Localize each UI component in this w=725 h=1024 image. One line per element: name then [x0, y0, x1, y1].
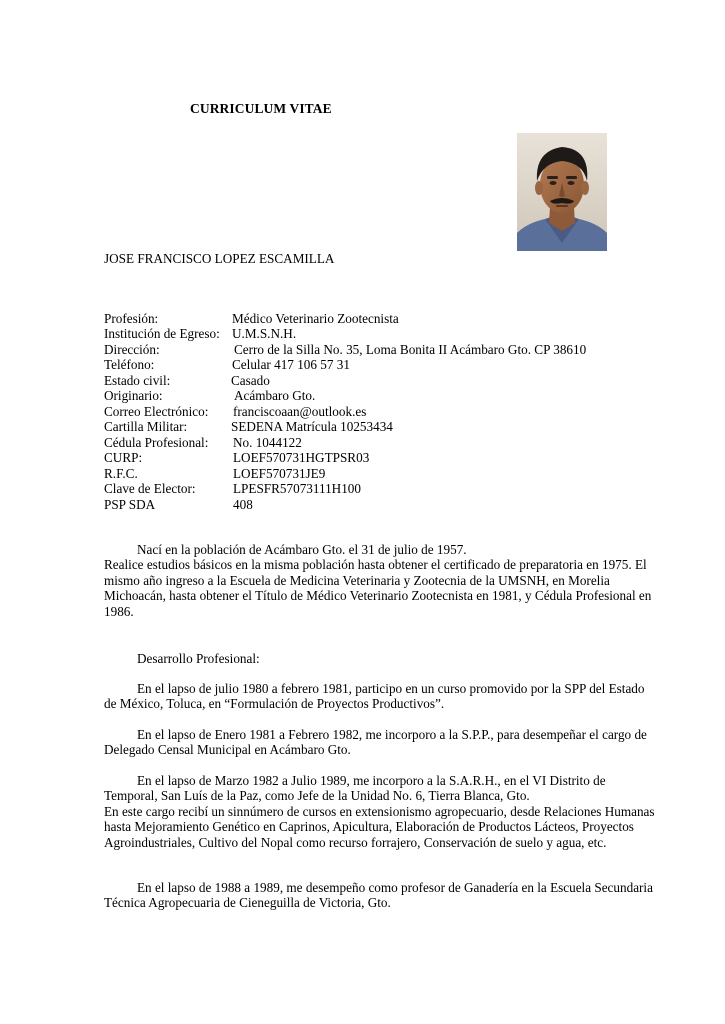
experience-text: En el lapso de Enero 1981 a Febrero 1982, me incorporo a la S.P.P., para desempeñar el cargo de Delegado Censal Municipal en Acámbaro Gto. [104, 727, 647, 758]
document-title: CURRICULUM VITAE [190, 101, 332, 116]
experience-text: En el lapso de 1988 a 1989, me desempeño como profesor de Ganadería en la Escuela Secundaria Técnica Agropecuaria de Cieneguilla de Victoria, Gto. [104, 880, 653, 911]
field-label: R.F.C. [104, 466, 138, 481]
field-label: Estado civil: [104, 373, 171, 388]
field-label: Institución de Egreso: [104, 326, 220, 341]
field-value: U.M.S.N.H. [232, 326, 297, 341]
field-value: LOEF570731HGTPSR03 [233, 450, 370, 465]
experience-paragraph [104, 773, 659, 850]
field-value: Casado [231, 373, 270, 388]
field-value: Acámbaro Gto. [234, 388, 316, 403]
portrait-image [517, 133, 607, 251]
field-value: LOEF570731JE9 [233, 466, 326, 481]
portrait-photo [517, 133, 607, 251]
section-heading [104, 651, 659, 666]
field-label: Dirección: [104, 342, 160, 357]
bio-line: Nací en la población de Acámbaro Gto. el 31 de julio de 1957. [137, 542, 467, 557]
field-value: SEDENA Matrícula 10253434 [231, 419, 393, 434]
experience-paragraph [104, 727, 659, 758]
field-label: Cartilla Militar: [104, 419, 188, 434]
section-heading-text: Desarrollo Profesional: [137, 651, 260, 666]
field-value: No. 1044122 [233, 435, 302, 450]
field-value: Celular 417 106 57 31 [232, 357, 350, 372]
bio-text: Realice estudios básicos en la misma población hasta obtener el certificado de preparatoria en 1975. El mismo año ingreso a la Escuela de Medicina Veterinaria y Zootecnia de la UMSNH, en Morelia Michoacán, hasta obtener el Título de Médico Veterinario Zootecnista en 1981, y Cédula Profesional en 1986. [104, 557, 652, 619]
field-value: franciscoaan@outlook.es [233, 404, 367, 419]
bio-paragraph [104, 542, 659, 619]
experience-paragraph [104, 880, 659, 911]
field-label: PSP SDA [104, 497, 156, 512]
field-label: Cédula Profesional: [104, 435, 209, 450]
experience-text: En el lapso de julio 1980 a febrero 1981, participo en un curso promovido por la SPP del Estado de México, Toluca, en “Formulación de Proyectos Productivos”. [104, 681, 645, 712]
field-label: Teléfono: [104, 357, 155, 372]
field-value: 408 [233, 497, 253, 512]
field-value: LPESFR57073111H100 [233, 481, 361, 496]
field-label: CURP: [104, 450, 143, 465]
experience-text: En este cargo recibí un sinnúmero de cursos en extensionismo agropecuario, desde Relaciones Humanas hasta Mejoramiento Genético en Caprinos, Apicultura, Elaboración de Productos Lácteos, Proyectos Agroindustriales, Cultivo del Nopal como recurso forrajero, Conservación de suelo y agua, etc. [104, 803, 655, 850]
field-label: Originario: [104, 388, 163, 403]
experience-text: En el lapso de Marzo 1982 a Julio 1989, me incorporo a la S.A.R.H., en el VI Distrito de Temporal, San Luís de la Paz, como Jefe de la Unidad No. 6, Tierra Blanca, Gto. [104, 773, 606, 804]
field-label: Profesión: [104, 311, 159, 326]
field-value: Cerro de la Silla No. 35, Loma Bonita II Acámbaro Gto. CP 38610 [234, 342, 587, 357]
field-label: Correo Electrónico: [104, 404, 209, 419]
field-value: Médico Veterinario Zootecnista [232, 311, 399, 326]
experience-paragraph [104, 681, 659, 712]
field-label: Clave de Elector: [104, 481, 196, 496]
person-name: JOSE FRANCISCO LOPEZ ESCAMILLA [104, 251, 335, 266]
